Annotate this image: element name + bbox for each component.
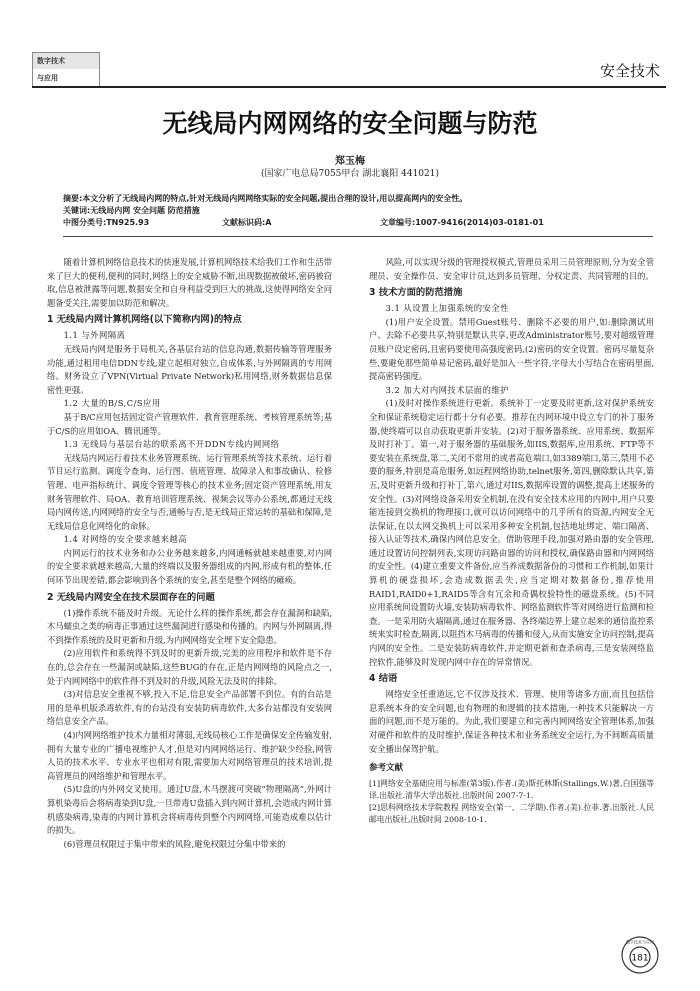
article-id (380, 217, 660, 229)
section-label: 安全技术 (599, 62, 660, 80)
paragraph: (1)用户安全设置。禁用Guest账号、删除不必要的用户,如:删除测试用户、去除不必要共享,特别是默认共享,更改Administrator账号,要对超级管理员账户设定密码,且密码要使用高强度密码,(2)密码的安全设置。密码尽量复杂些,要避免那些简单易记密码,最好是加入一些字符,字母大小写结合在密码里面,提高密码强度。 (369, 316, 654, 382)
meta-rule (63, 236, 653, 237)
document-code (222, 217, 352, 229)
paragraph: 风险,可以实现分级的管理授权模式,管理员采用三员管理原则,分为安全管理员、安全操作员、安全审计员,达到多员管理、分权定责、共同管理的目的。 (369, 257, 654, 281)
article-title: 无线局内网网络的安全问题与防范 (162, 109, 538, 138)
author: 郑玉梅 (335, 156, 365, 167)
subsection-heading: 3.2 加大对内网技术层面的维护 (385, 384, 509, 395)
paragraph: (6)管理员权限过于集中带来的风险,避免权限过分集中带来的 (63, 838, 286, 849)
subsection-heading: 1.4 对网络的安全要求越来越高 (63, 534, 187, 545)
abstract (63, 193, 653, 205)
section-heading: 1 无线局内网计算机网络(以下简称内网)的特点 (47, 314, 242, 326)
clc-number (63, 217, 213, 229)
right-column (369, 256, 654, 946)
doc-code-text: 文献标识码:A (222, 218, 272, 227)
paragraph: 无线局内网是服务于局机关,各基层台站的信息沟通,数据传输等管理服务功能,通过租用电信DDN专线,建立起相对独立,自成体系,与外网隔离的专用网络。财务设立了VPN(Virtual Private Network)私用网络,财务数据信息保密性更强。 (47, 343, 332, 395)
paragraph: (1)及时对操作系统进行更新。系统补丁一定要及时更新,这对保护系统安全和保证系统稳定运行都十分有必要。推荐在内网环境中设立专门的补丁服务器,使终端可以自动获取更新并安装。(2)对于服务器系统、应用系统、数据库及时打补丁。第一,对于服务器的基础服务,如IIS,数据库,应用系统、FTP等不要安装在系统盘,第二,关闭不常用的或者高危端口,如3389端口,第三,禁用不必要的服务,特别是高危服务,如远程网络协助,telnet服务,第四,删除默认共享,第五,及时更新升级和打补丁,第六,通过对IIS,数据库设置的调整,提高上述服务的安全性。(3)对网络设备采用安全机制,在没有安全技术应用的内网中,用户只要能连接到交换机的物理接口,就可以访问网络中的几乎所有的资源,内网安全无法保证,在以太网交换机上可以采用多种安全机制,包括地址绑定、端口隔离、接入认证等技术,确保内网信息安全。借助管理手段,加强对路由器的安全管理,通过设置访问控制列表,实现访问路由器的访问和授权,确保路由器和内网网络的安全性。(4)建立重要文件备份,应当养成数据备份的习惯和工作机制,如果计算机的硬盘损坏,会造成数据丢失,应当定期对数据备份,推荐使用RAID1,RAID0+1,RAID5等含有冗余和奇偶校验特性的磁盘系统。(5)不同应用系统间设置防火墙,安装防病毒软件、网络监测软件等对网络进行监测和检查。一是采用防火墙隔离,通过在服务器、各终端边界上建立起来的通信监控系统来实时检查,隔离,以阻挡木马病毒的传播和侵入,从而实施安全访问控制,提高内网的安全性。二是安装防病毒软件,并定期更新和查杀病毒,三是安装网络监控软件,能够及时发现内网中存在的异常情况。 (369, 398, 654, 667)
reference-item: [1]网络安全基础应用与标准(第3版).作者.(美)斯托林斯(Stallings,W.)著,白国强等译.出版社.清华大学出版社.出版时间 2007-7-1. (369, 778, 654, 800)
paragraph: (5)U盘的内外网交叉使用。通过U盘,木马摆渡可突破“物理隔离”,外网计算机染毒后会将病毒染到U盘,一旦带毒U盘插入到内网计算机,会造成内网计算机感染病毒,染毒的内网计算机会将病毒传到整个内网网络,可能造成难以估计的损失。 (47, 784, 332, 836)
article-id-text: 文章编号:1007-9416(2014)03-0181-01 (380, 218, 544, 227)
subsection-heading: 3.1 从设置上加强系统的安全性 (385, 303, 509, 314)
journal-logo (32, 52, 100, 88)
paragraph: (4)内网网络维护技术力量相对薄弱,无线局核心工作是确保安全传输发射,拥有大量专业的广播电视维护人才,但是对内网网络运行、维护缺少经验,网管人员的技术水平、专业水平也相对有限,需要加大对网络管理员的技术培训,提高管理员的网络维护和管理水平。 (47, 730, 332, 781)
left-column (47, 256, 332, 946)
section-heading: 4 结语 (369, 673, 398, 685)
paragraph: (2)应用软件和系统得不到及时的更新升级,完美的应用程序和软件是不存在的,总会存在一些漏洞或缺陷,这些BUG的存在,正是内网网络的风险点之一,处于内网网络中的软件得不到及时的升级,风险无法及时的排除。 (47, 648, 332, 686)
references-heading: 参考文献 (369, 763, 404, 774)
paragraph: 基于B/C应用包括固定资产管理软件、教育管理系统、考核管理系统等;基于C/S的应用如OA、腾讯通等。 (47, 411, 332, 436)
subsection-heading: 1.3 无线局与基层台站的联系离不开DDN专线内网网络 (63, 439, 280, 450)
paragraph: 随着计算机网络信息技术的快速发展,计算机网络技术给我们工作和生活带来了巨大的便利,便利的同时,网络上的安全威胁不断,出现数据被破坏,密码被窃取,信息被泄露等问题,数据安全和自身利益受到巨大的挑战,这使得网络安全问题备受关注,需要加以防范和解决。 (47, 257, 332, 308)
paragraph: 网络安全任重道远,它不仅涉及技术、管理、使用等诸多方面,而且包括信息系统本身的安全问题,也有物理的和逻辑的技术措施,一种技术只能解决一方面的问题,而不是万能的。为此,我们要建立和完善内网网络安全管理体系,加强对硬件和软件的及时维护,保证各种技术和业务系统安全运行,为不间断高质量安全播出保驾护航。 (369, 689, 654, 754)
header-rule (32, 86, 666, 88)
affiliation: (国家广电总局7055甲台 湖北襄阳 441021) (260, 169, 439, 179)
logo-line-1: 数字技术 (33, 53, 99, 69)
reference-item: [2]思科网络技术学院教程 网络安全(第一、二学期).作者.(美).拉菲.著.出版社.人民邮电出版社,出版时间 2008-10-1. (369, 802, 654, 824)
paragraph: (3)对信息安全重视不够,投入不足,信息安全产品部署不到位。有的台站是用的是单机版杀毒软件,有的台站没有安装防病毒软件,大多台站都没有安装网络信息安全产品。 (47, 689, 332, 727)
subsection-heading: 1.2 大量的B/S,C/S应用 (63, 398, 161, 409)
keywords-text: 关键词:无线局内网 安全问题 防范措施 (63, 206, 200, 215)
paragraph: 内网运行的技术业务和办公业务越来越多,内网通畅就越来越重要,对内网的安全要求就越来越高,大量的终端以及服务器组成的内网,形成有机的整体,任何环节出现差错,都会影响到各个系统的安全,甚至是整个网络的瘫痪。 (47, 547, 332, 586)
page-number: 181 (631, 953, 649, 964)
abstract-text: 摘要:本文分析了无线局内网的特点,针对无线局内网网络实际的安全问题,提出合理的设计,用以提高网内的安全性。 (63, 194, 468, 203)
logo-line-2: 与应用 (37, 73, 58, 82)
section-heading: 2 无线局内网安全在技术层面存在的问题 (47, 591, 215, 603)
clc-text: 中图分类号:TN925.93 (63, 218, 150, 227)
badge-journal-text: 数字技术与应用 (626, 939, 654, 945)
page-number-badge (620, 935, 660, 975)
keywords (63, 205, 653, 217)
paragraph: (1)操作系统不能及时升级。无论什么样的操作系统,都会存在漏洞和缺陷,木马蠕虫之类的病毒正事通过这些漏洞进行感染和传播的。内网与外网隔离,得不到操作系统的及时更新和升级,为内网网络安全埋下安全隐患。 (47, 607, 332, 645)
paragraph: 无线局内网运行着技术业务管理系统、运行管理系统等技术系统、运行着节目运行监测、调度令查询、运行图、值班管理、故障录入和事故确认、检修管理、电声指标统计、调度令管理等核心的技术业务;固定资产管理系统,用友财务管理软件、局OA、教育培训管理系统、视频会议等办公系统,都通过无线局内网传送,内网网络的安全与否,通畅与否,是无线局正常运转的基础和保障,是无线局信息化网络化的命脉。 (47, 452, 332, 531)
section-heading: 3 技术方面的防范措施 (369, 287, 463, 299)
subsection-heading: 1.1 与外网隔离 (63, 330, 126, 341)
